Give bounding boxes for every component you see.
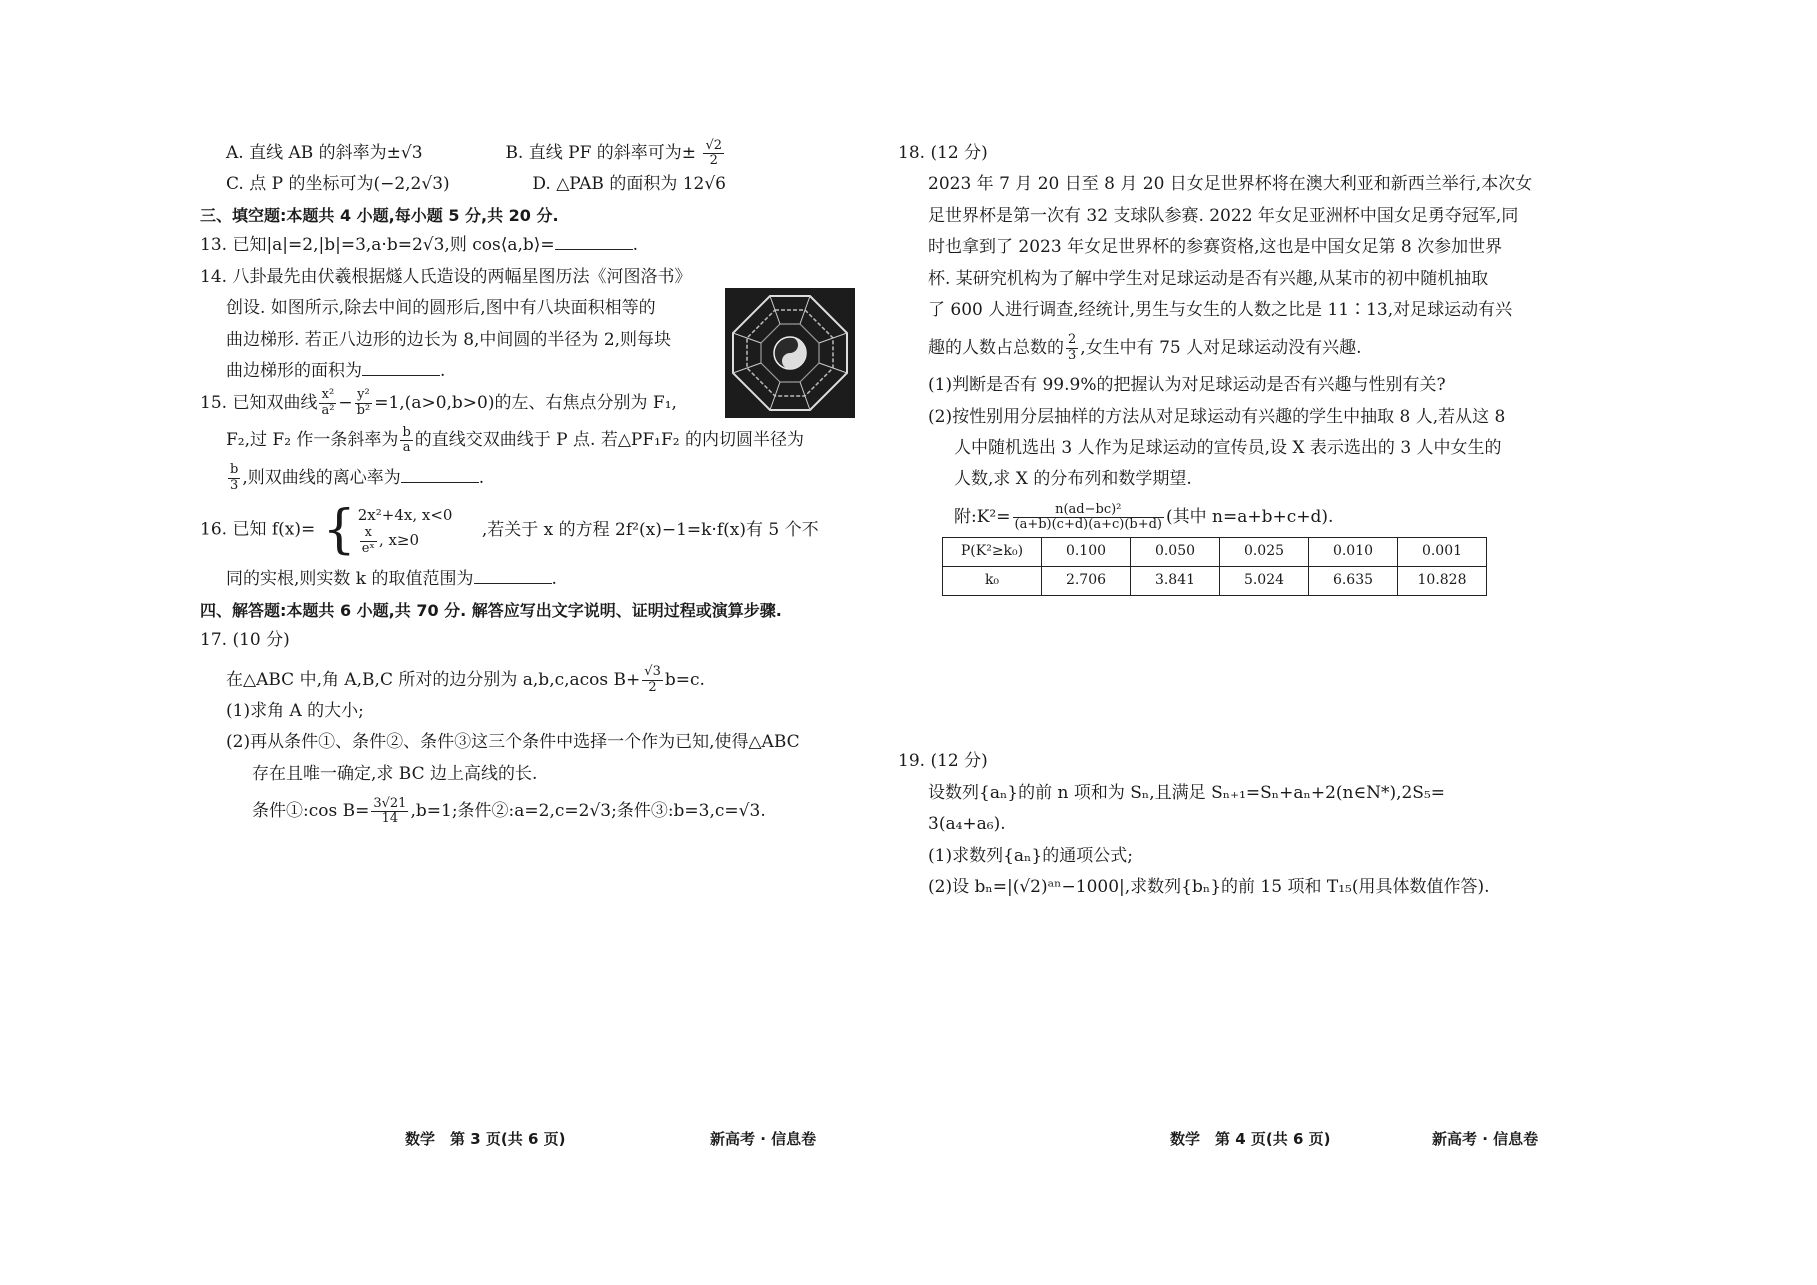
question-17-conditions: 条件①:cos B= $\frac{3√21}{14}$ ,b=1;条件②:a=2,c=2√3;条件③:b=3,c=√3. — [252, 795, 766, 827]
question-14: 14. 八卦最先由伏羲根据燧人氏造设的两幅星图历法《河图洛书》 创设. 如图所示,除去中间的圆形后,图中有八块面积相等的 曲边梯形. 若正八边形的边长为 8,中间圆的半径为 2,则每块 曲边梯形的面积为 . — [200, 266, 692, 382]
footer-brand-left: 新高考 · 信息卷 — [710, 1130, 817, 1148]
question-19-heading: 19. (12 分) — [898, 751, 988, 772]
q12-option-d: D. △PAB 的面积为 12√6 — [532, 174, 726, 195]
answer-blank — [555, 248, 633, 250]
question-18-part1: (1)判断是否有 99.9%的把握认为对足球运动是否有兴趣与性别有关? — [928, 375, 1446, 396]
question-16-line1: 16. 已知 f(x)= { 2x²+4x, x<0 $\frac{x}{\text{eˣ}}$ , x≥0 ,若关于 x 的方程 2f²(x)−1=k·f(x)有 5 个不 — [200, 500, 819, 561]
q12-option-a: A. 直线 AB 的斜率为±√3 — [226, 143, 423, 163]
table-row: k₀ 2.706 3.841 5.024 6.635 10.828 — [943, 567, 1487, 596]
q12-options-row1 — [200, 138, 726, 169]
question-15-line1: 15. 已知双曲线 $\frac{\text{x²}}{\text{a²}}$ − $\frac{\text{y²}}{\text{b²}}$ =1,(a>0,b>0)的左、右焦点分别为 F₁, — [200, 387, 677, 418]
answer-blank — [474, 582, 552, 584]
question-18-part2b: 人中随机选出 3 人作为足球运动的宣传员,设 X 表示选出的 3 人中女生的 — [954, 437, 1502, 458]
right-page: 18. (12 分) 2023 年 7 月 20 日至 8 月 20 日女足世界杯将在澳大利亚和新西兰举行,本次女 足世界杯是第一次有 32 支球队参赛. 2022 年女足亚洲杯中国女足勇夺冠军,同 时也拿到了 2023 年女足世界杯的参赛资格,这也是中国女足第 8 次参加世界 杯. 某研究机构为了解中学生对足球运动是否有兴趣,从某市的初中随机抽取 了 600 人进行调查,经统计,男生与女生的人数之比是 11∶13,对足球运动有兴 趣的人数占总数的 $\frac{2}{3}$ ,女生中有 75 人对足球运动没有兴趣. (1)判断是否有 99.9%的把握认为对足球运动是否有兴趣与性别有关? (2)按性别用分层抽样的方法从对足球运动有兴趣的学生中抽取 8 人,若从这 8 人中随机选出 3 人作为足球运动的宣传员,设 X 表示选出的 3 人中女生的 人数,求 X 的分布列和数学期望. 附:K²= $\frac{\text{n(ad−bc)²}}{(a+b)(c+d)(a+c)(b+d)}$ (其中 n=a+b+c+d). P(K²≥k₀) 0.100 0.050 0.025 0.010 0.001 k₀ 2.706 3.841 5.024 6.635 10.828 19. (12 分) 设数列{aₙ}的前 n 项和为 Sₙ,且满足 Sₙ₊₁=Sₙ+aₙ+2(n∈N*),2S₅= 3(a₄+a₆). (1)求数列{aₙ}的通项公式; (2)设 bₙ=|(√2)ᵃⁿ−1000|,求数列{bₙ}的前 15 项和 T₁₅(用具体数值作答). — [928, 138, 1588, 903]
question-19-stem-a: 设数列{aₙ}的前 n 项和为 Sₙ,且满足 Sₙ₊₁=Sₙ+aₙ+2(n∈N*),2S₅= — [928, 782, 1446, 803]
piecewise-function: { 2x²+4x, x<0 $\frac{x}{\text{eˣ}}$ , x≥0 — [322, 500, 453, 561]
k-squared-formula: 附:K²= $\frac{\text{n(ad−bc)²}}{(a+b)(c+d)(a+c)(b+d)}$ (其中 n=a+b+c+d). — [954, 501, 1334, 532]
question-18-part2a: (2)按性别用分层抽样的方法从对足球运动有兴趣的学生中抽取 8 人,若从这 8 — [928, 406, 1506, 427]
question-16-line2: 同的实根,则实数 k 的取值范围为 . — [226, 569, 557, 590]
question-19-stem-b: 3(a₄+a₆). — [928, 814, 1006, 835]
section-3-heading: 三、填空题:本题共 4 小题,每小题 5 分,共 20 分. — [200, 205, 559, 225]
footer-page-number-left: 数学 第 3 页(共 6 页) — [405, 1130, 566, 1148]
footer-page-number-right: 数学 第 4 页(共 6 页) — [1170, 1130, 1331, 1148]
question-17-part2a: (2)再从条件①、条件②、条件③这三个条件中选择一个作为已知,使得△ABC — [226, 732, 800, 753]
answer-blank — [401, 481, 479, 483]
octagon-diagram-icon — [725, 288, 855, 418]
question-13: 13. 已知|a|=2,|b|=3,a·b=2√3,则 cos⟨a,b⟩= . — [200, 235, 639, 256]
critical-value-table — [942, 537, 1487, 596]
question-15-line3: $\frac{b}{3}$ ,则双曲线的离心率为 . — [230, 462, 485, 493]
section-4-heading: 四、解答题:本题共 6 小题,共 70 分. 解答应写出文字说明、证明过程或演算步骤. — [200, 600, 782, 620]
question-18-heading: 18. (12 分) — [898, 143, 988, 163]
answer-blank — [362, 374, 440, 376]
question-18-part2c: 人数,求 X 的分布列和数学期望. — [954, 469, 1192, 490]
question-19-part2: (2)设 bₙ=|(√2)ᵃⁿ−1000|,求数列{bₙ}的前 15 项和 T₁₅(用具体数值作答). — [928, 877, 1490, 897]
question-17-part2b: 存在且唯一确定,求 BC 边上高线的长. — [252, 763, 538, 784]
question-17-heading: 17. (10 分) — [200, 630, 290, 651]
q12-option-c: C. 点 P 的坐标可为(−2,2√3) — [226, 174, 450, 195]
question-15-line2: F₂,过 F₂ 作一条斜率为 $\frac{b}{a}$ 的直线交双曲线于 P 点. 若△PF₁F₂ 的内切圆半径为 — [226, 424, 804, 456]
q12-options-row2 — [200, 169, 726, 200]
table-row: P(K²≥k₀) 0.100 0.050 0.025 0.010 0.001 — [943, 538, 1487, 567]
bagua-octagon-figure — [725, 288, 855, 418]
question-17-part1: (1)求角 A 的大小; — [226, 700, 364, 721]
footer-brand-right: 新高考 · 信息卷 — [1432, 1130, 1539, 1148]
left-page — [200, 138, 880, 828]
question-17-stem: 在△ABC 中,角 A,B,C 所对的边分别为 a,b,c,acos B+ $\frac{√3}{2}$ b=c. — [226, 664, 705, 695]
q12-option-b: B. 直线 PF 的斜率可为± $\frac{√2}{2}$ — [505, 137, 722, 168]
question-19-part1: (1)求数列{aₙ}的通项公式; — [928, 845, 1133, 866]
